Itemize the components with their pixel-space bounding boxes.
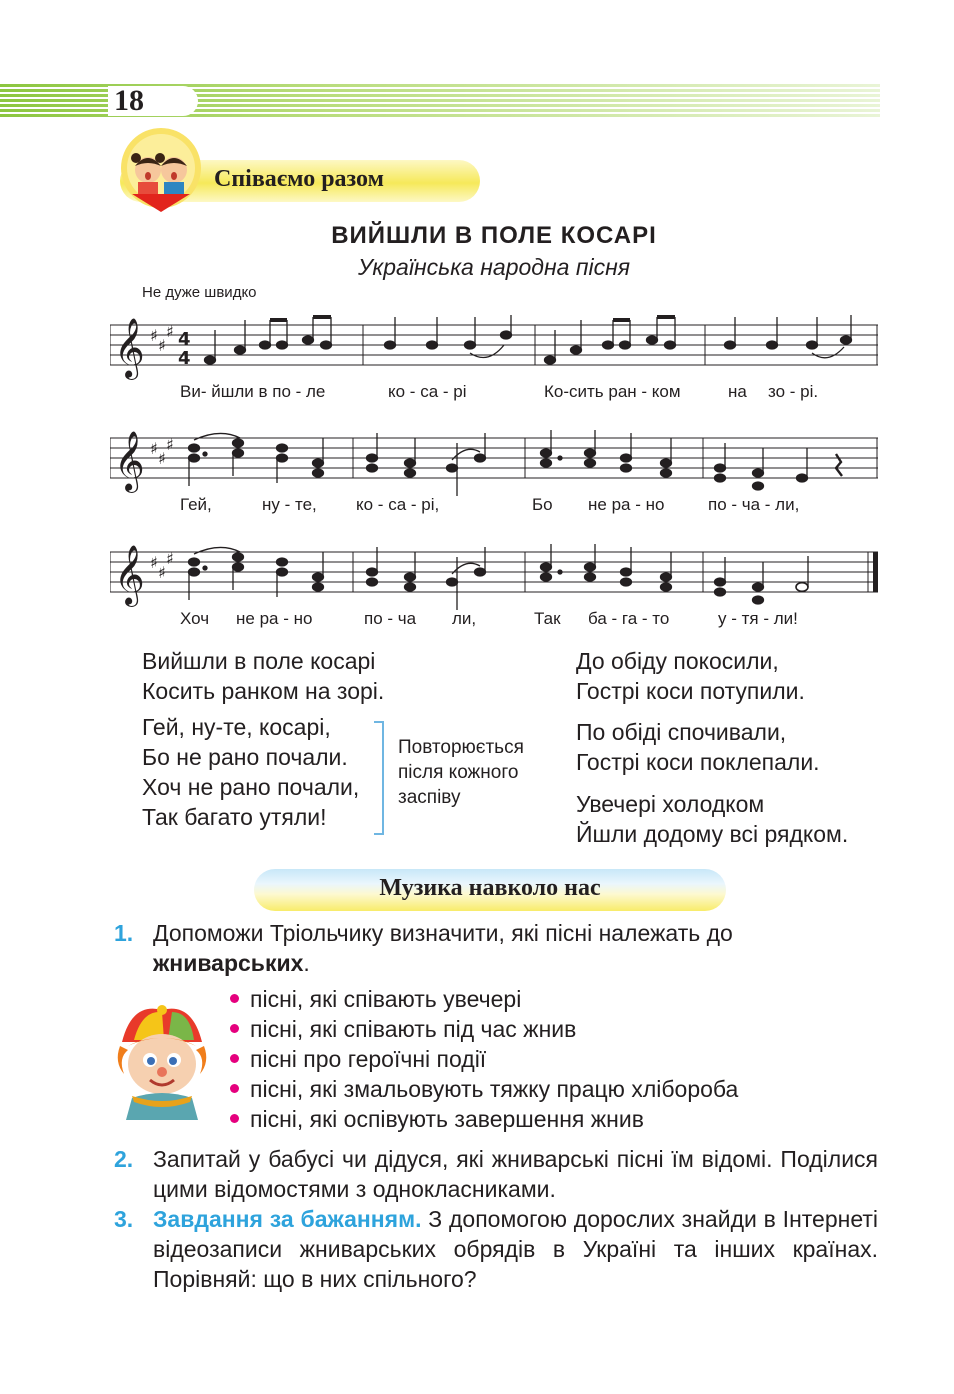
svg-text:4: 4 — [178, 329, 191, 350]
list-item: пісні про героїчні події — [228, 1044, 738, 1074]
lyric: зо - рі. — [768, 382, 819, 401]
lyric: Ко-сить ран - ком — [544, 382, 681, 401]
task-highlight: Завдання за бажанням. — [153, 1206, 422, 1232]
lyric: Бо — [532, 495, 553, 514]
answer-options-list — [228, 984, 738, 1134]
lyric: ко - са - рі, — [356, 495, 440, 514]
lyric: Ви- йшли в по - ле — [180, 382, 326, 401]
lyric: на — [728, 382, 747, 401]
list-item: пісні, які співають під час жнив — [228, 1014, 738, 1044]
lyric: ко - са - рі — [388, 382, 467, 401]
lyric: Так — [534, 609, 561, 628]
repeat-bracket — [374, 721, 384, 835]
svg-text:♯: ♯ — [150, 439, 158, 458]
svg-text:4: 4 — [178, 348, 191, 369]
tempo-marking: Не дуже швидко — [142, 284, 257, 301]
svg-text:𝄞: 𝄞 — [114, 431, 145, 491]
task-1: 1. Допоможи Тріольчику визначити, які пісні належать до жниварських. — [114, 920, 733, 976]
song-title: ВИЙШЛИ В ПОЛЕ КОСАРІ — [331, 222, 657, 249]
svg-text:♯: ♯ — [158, 449, 166, 468]
lyric: Хоч — [180, 609, 210, 628]
verse-3: По обіді спочивали, Гострі коси поклепали. — [576, 719, 820, 775]
chorus: Гей, ну-те, косарі, Бо не рано почали. Хоч не рано почали, Так багато утяли! — [142, 714, 360, 830]
svg-text:♯: ♯ — [158, 563, 166, 582]
lyric: по - ча - ли, — [708, 495, 800, 514]
verse-4: Увечері холодком Йшли додому всі рядком. — [576, 791, 849, 847]
task-number: 3. — [114, 1206, 134, 1232]
lyric: ба - га - то — [588, 609, 670, 628]
svg-text:♯: ♯ — [166, 435, 174, 454]
task-text: З допомогою дорослих знайди в Інтернеті відеозаписи жниварських обрядів в Україні та інших країнах. Порівняй: що в них спільного? — [153, 1206, 879, 1292]
verse-1: Вийшли в поле косарі Косить ранком на зорі. — [142, 648, 385, 704]
task-text: Допоможи Тріольчику визначити, які пісні належать до — [153, 920, 733, 946]
list-item: пісні, які оспівують завершення жнив — [228, 1104, 738, 1134]
jester-triolchyk-icon — [112, 1002, 212, 1120]
task-number: 2. — [114, 1146, 134, 1172]
verse-2: До обіду покосили, Гострі коси потупили. — [576, 648, 805, 704]
task-bold-term: жниварських — [153, 950, 304, 976]
song-subtitle: Українська народна пісня — [357, 254, 631, 280]
repeat-note: Повторюється після кожного заспіву — [398, 737, 524, 808]
task-number: 1. — [114, 920, 134, 946]
svg-text:♯: ♯ — [158, 336, 166, 355]
singing-kids-icon — [118, 124, 204, 212]
task-2 — [114, 1144, 878, 1204]
svg-text:♯: ♯ — [150, 326, 158, 345]
task-text: Запитай у бабусі чи дідуся, які жниварські пісні їм відомі. Поділися цими відомостями з однокласниками. — [153, 1146, 878, 1202]
list-item: пісні, які змальовують тяжку працю хлібороба — [228, 1074, 738, 1104]
lyric: по - ча — [364, 609, 417, 628]
svg-text:♯: ♯ — [166, 322, 174, 341]
svg-text:♯: ♯ — [150, 553, 158, 572]
lyric: ну - те, — [262, 495, 317, 514]
lyric: не ра - но — [588, 495, 665, 514]
lyric: Гей, — [180, 495, 212, 514]
lyric: у - тя - ли! — [718, 609, 798, 628]
task-3 — [114, 1204, 878, 1294]
section-title-music: Музика навколо нас — [379, 875, 601, 901]
lyric: не ра - но — [236, 609, 313, 628]
svg-text:𝄞: 𝄞 — [114, 318, 145, 378]
page-number: 18 — [108, 86, 198, 116]
svg-text:♯: ♯ — [166, 549, 174, 568]
section-title-singing: Співаємо разом — [214, 166, 384, 192]
svg-text:𝄞: 𝄞 — [114, 545, 145, 605]
lyric: ли, — [452, 609, 477, 628]
list-item: пісні, які співають увечері — [228, 984, 738, 1014]
